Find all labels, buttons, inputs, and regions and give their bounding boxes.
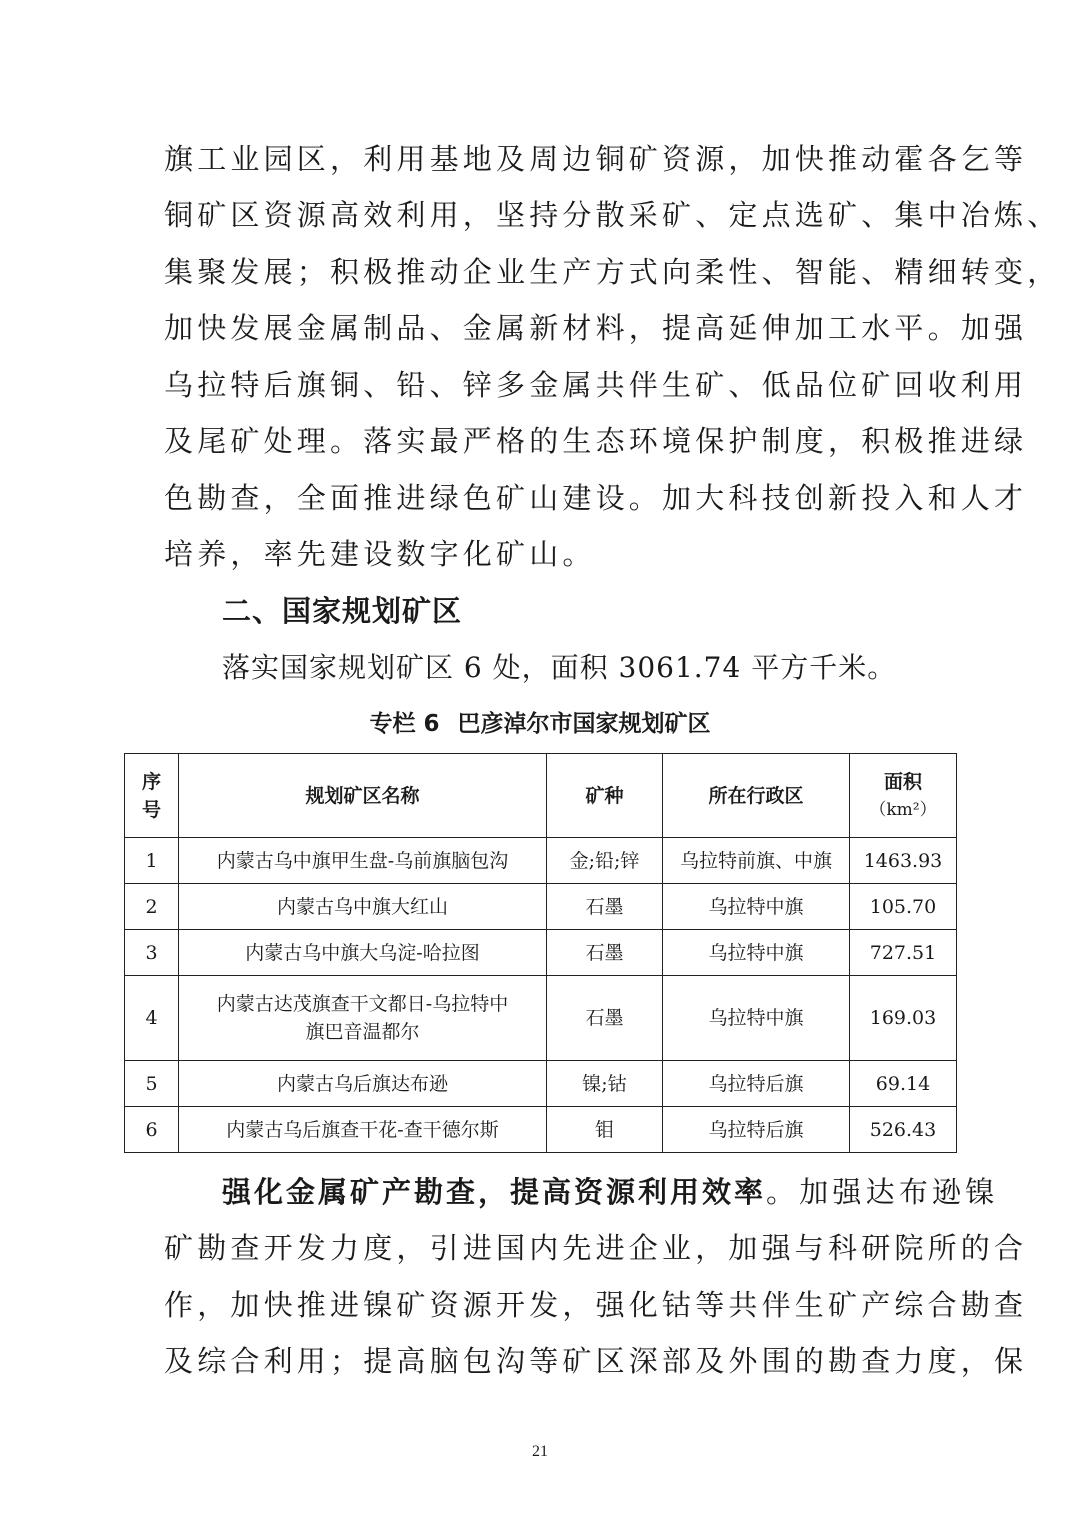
cell-area: 105.70: [850, 884, 957, 930]
paragraph-line: 培养，率先建设数字化矿山。: [164, 537, 596, 571]
table-row: [125, 1107, 957, 1153]
header-mineral: 矿种: [547, 754, 663, 838]
cell-area: 1463.93: [850, 838, 957, 884]
cell-area: 526.43: [850, 1107, 957, 1153]
page-number: 21: [532, 1443, 548, 1460]
cell-index: 2: [125, 884, 179, 930]
paragraph-line: 旗工业园区，利用基地及周边铜矿资源，加快推动霍各乞等: [164, 142, 1028, 176]
cell-name: 内蒙古乌中旗大红山: [179, 884, 547, 930]
caption-label: 专栏 6: [369, 711, 440, 737]
cell-name: 内蒙古乌后旗查干花-查干德尔斯: [179, 1107, 547, 1153]
cell-mineral: 石墨: [547, 884, 663, 930]
cell-region: 乌拉特中旗: [663, 930, 850, 976]
table-header-row: [125, 754, 957, 838]
cell-name: 内蒙古乌中旗甲生盘-乌前旗脑包沟: [179, 838, 547, 884]
cell-index: 3: [125, 930, 179, 976]
paragraph-line: 加快发展金属制品、金属新材料，提高延伸加工水平。加强: [164, 311, 1028, 345]
cell-region: 乌拉特后旗: [663, 1061, 850, 1107]
cell-area: 169.03: [850, 976, 957, 1061]
table-row: [125, 884, 957, 930]
cell-index: 6: [125, 1107, 179, 1153]
cell-mineral: 钼: [547, 1107, 663, 1153]
header-name: 规划矿区名称: [179, 754, 547, 838]
cell-index: 1: [125, 838, 179, 884]
header-area: 面积 （km²）: [850, 754, 957, 838]
cell-region: 乌拉特中旗: [663, 976, 850, 1061]
cell-region: 乌拉特中旗: [663, 884, 850, 930]
header-index: 序号: [125, 754, 179, 838]
paragraph-line: 作，加快推进镍矿资源开发，强化钴等共伴生矿产综合勘查: [164, 1288, 1028, 1322]
cell-index: 5: [125, 1061, 179, 1107]
paragraph-line: 及尾矿处理。落实最严格的生态环境保护制度，积极推进绿: [164, 424, 1028, 458]
section-heading: 二、国家规划矿区: [222, 594, 463, 628]
paragraph-line: 乌拉特后旗铜、铅、锌多金属共伴生矿、低品位矿回收利用: [164, 368, 1028, 402]
header-region: 所在行政区: [663, 754, 850, 838]
paragraph-lead: 强化金属矿产勘查，提高资源利用效率: [222, 1175, 767, 1209]
paragraph-line: 及综合利用；提高脑包沟等矿区深部及外围的勘查力度，保: [164, 1344, 1028, 1378]
table-row: [125, 1061, 957, 1107]
table-caption: [0, 706, 1080, 742]
cell-region: 乌拉特前旗、中旗: [663, 838, 850, 884]
cell-region: 乌拉特后旗: [663, 1107, 850, 1153]
cell-mineral: 石墨: [547, 976, 663, 1061]
cell-name: 内蒙古乌中旗大乌淀-哈拉图: [179, 930, 547, 976]
summary-text: 落实国家规划矿区 6 处，面积 3061.74 平方千米。: [222, 651, 897, 684]
cell-index: 4: [125, 976, 179, 1061]
table-row: [125, 838, 957, 884]
paragraph-lead-rest: 。加强达布逊镍: [766, 1175, 999, 1209]
cell-mineral: 金;铅;锌: [547, 838, 663, 884]
cell-mineral: 镍;钴: [547, 1061, 663, 1107]
paragraph-line: 色勘查，全面推进绿色矿山建设。加大科技创新投入和人才: [164, 481, 1028, 515]
paragraph-line: [222, 1172, 999, 1212]
cell-area: 69.14: [850, 1061, 957, 1107]
caption-title: 巴彦淖尔市国家规划矿区: [457, 711, 711, 737]
cell-name: 内蒙古乌后旗达布逊: [179, 1061, 547, 1107]
cell-mineral: 石墨: [547, 930, 663, 976]
cell-area: 727.51: [850, 930, 957, 976]
cell-name: 内蒙古达茂旗查干文都日-乌拉特中 旗巴音温都尔: [179, 976, 547, 1061]
paragraph-line: 矿勘查开发力度，引进国内先进企业，加强与科研院所的合: [164, 1231, 1028, 1265]
mining-areas-table: [124, 753, 957, 1153]
table-row: [125, 930, 957, 976]
paragraph-line: 集聚发展；积极推动企业生产方式向柔性、智能、精细转变，: [164, 255, 1061, 289]
table-row: [125, 976, 957, 1061]
paragraph-line: 铜矿区资源高效利用，坚持分散采矿、定点选矿、集中冶炼、: [164, 198, 1061, 232]
